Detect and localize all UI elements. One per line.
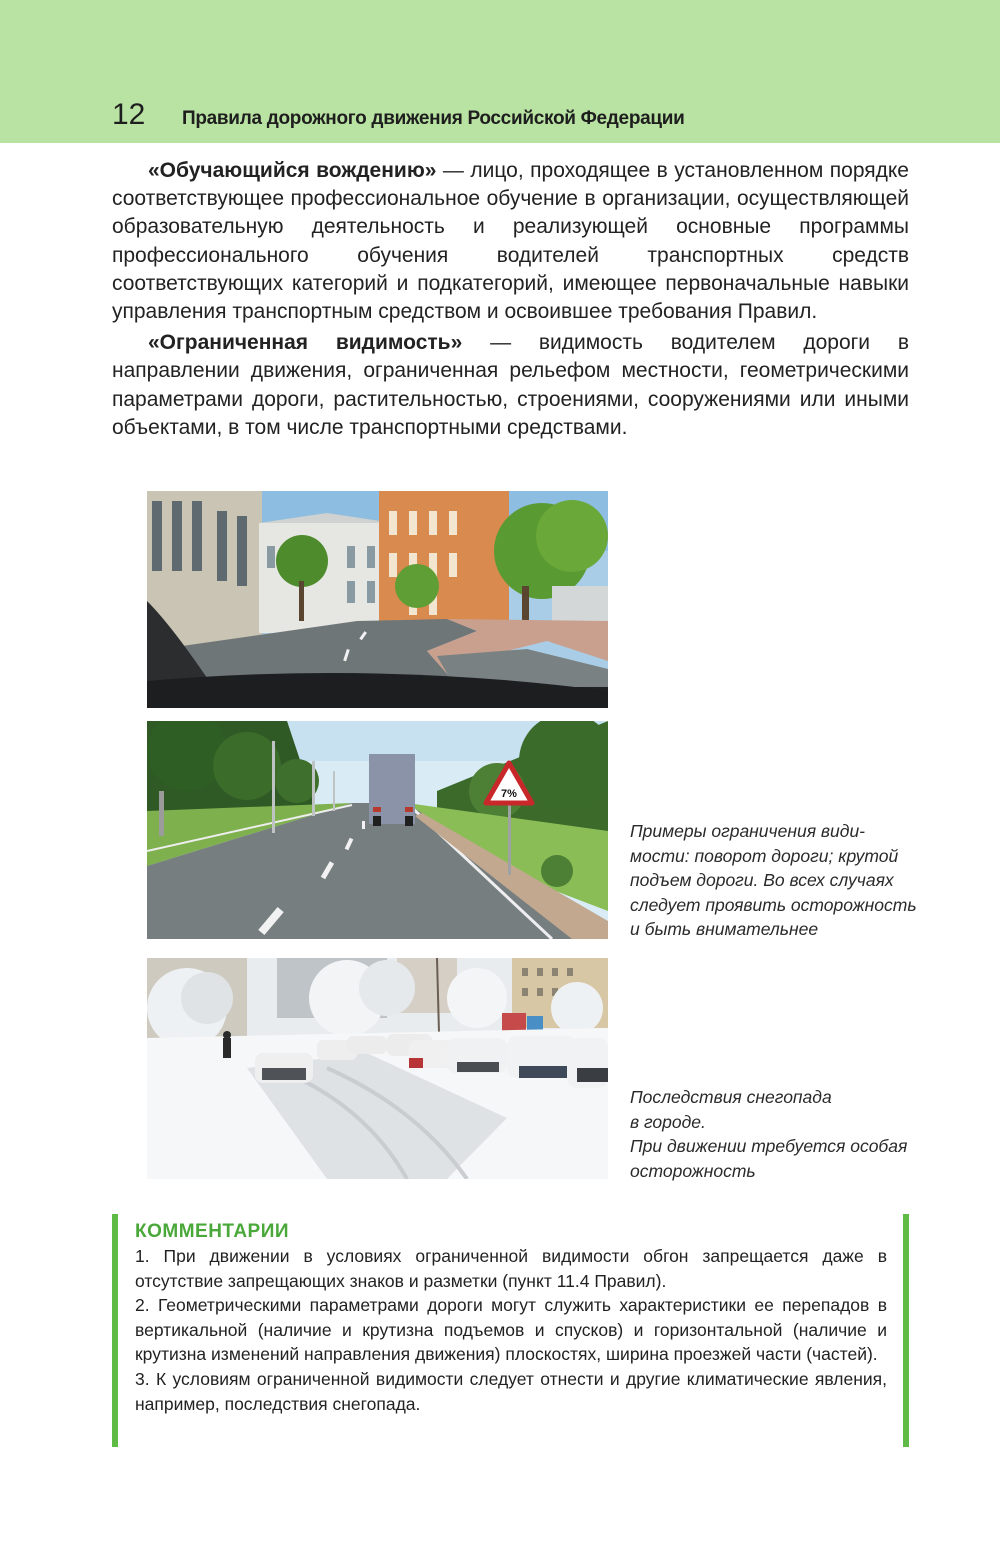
running-title: Правила дорожного движения Российской Федерации [182,108,685,129]
comment-item: 1. При движении в условиях ограниченной видимости обгон запрещается даже в отсутствие запрещающих знаков и разметки (пункт 11.4 Правил). [135,1246,887,1291]
caption-visibility-examples [630,819,920,942]
caption-line: При движении требуется особая [630,1136,908,1156]
definition-body: — лицо, проходящее в установленном порядке соответствующее профессиональное обучение в организации, осуществляющей образовательную деятельность и реализующей основные программы профессионального обучения водителей транспортных средств соответствующих категорий и подкатегорий, имеющее первоначальные навыки управления транспортным средством и освоившее требования Правил. [112,159,909,324]
caption-line: Примеры ограничения види- [630,821,866,841]
definition-term: «Ограниченная видимость» [148,331,463,355]
definition-body: — видимость водителем дороги в направлении движения, ограниченная рельефом местности, геометрическими параметрами дороги, растительностью, строениями, сооружениями или иными объектами, в том числе транспортными средствами. [112,331,909,439]
comment-item: 3. К условиям ограниченной видимости следует отнести и другие климатические явления, например, последствия снегопада. [135,1368,887,1414]
caption-line: мости: поворот дороги; крутой [630,845,899,866]
page-number: 12 [112,98,146,131]
steep-hill-road-photo [147,721,608,939]
sign-gradient-label: 7% [501,788,517,800]
caption-line: Последствия снегопада [630,1087,832,1107]
definition-term: «Обучающийся вождению» [148,159,437,182]
header-band [0,0,1000,143]
comment-item: 2. Геометрическими параметрами дороги могут служить характеристики ее перепадов в вертикальной (наличие и крутизна подъемов и спусков) и горизонтальной (наличие и крутизна изменений направления движения) плоскостях, ширина проезжей части (частей). [135,1295,887,1365]
comments-title: КОММЕНТАРИИ [135,1221,290,1242]
definitions-text [112,157,909,445]
caption-line: подъем дороги. Во всех случаях [630,870,894,890]
snowfall-city-photo [147,958,608,1179]
definition-learner [112,157,909,326]
caption-line: и быть внимательнее [630,919,819,939]
caption-snowfall [630,1085,920,1183]
caption-line: осторожность [630,1160,756,1181]
caption-line: следует проявить осторожность [630,894,917,915]
definition-limited-visibility [112,329,909,442]
comments-box [112,1214,909,1447]
caption-line: в городе. [630,1111,706,1132]
road-curve-city-photo [147,491,608,708]
